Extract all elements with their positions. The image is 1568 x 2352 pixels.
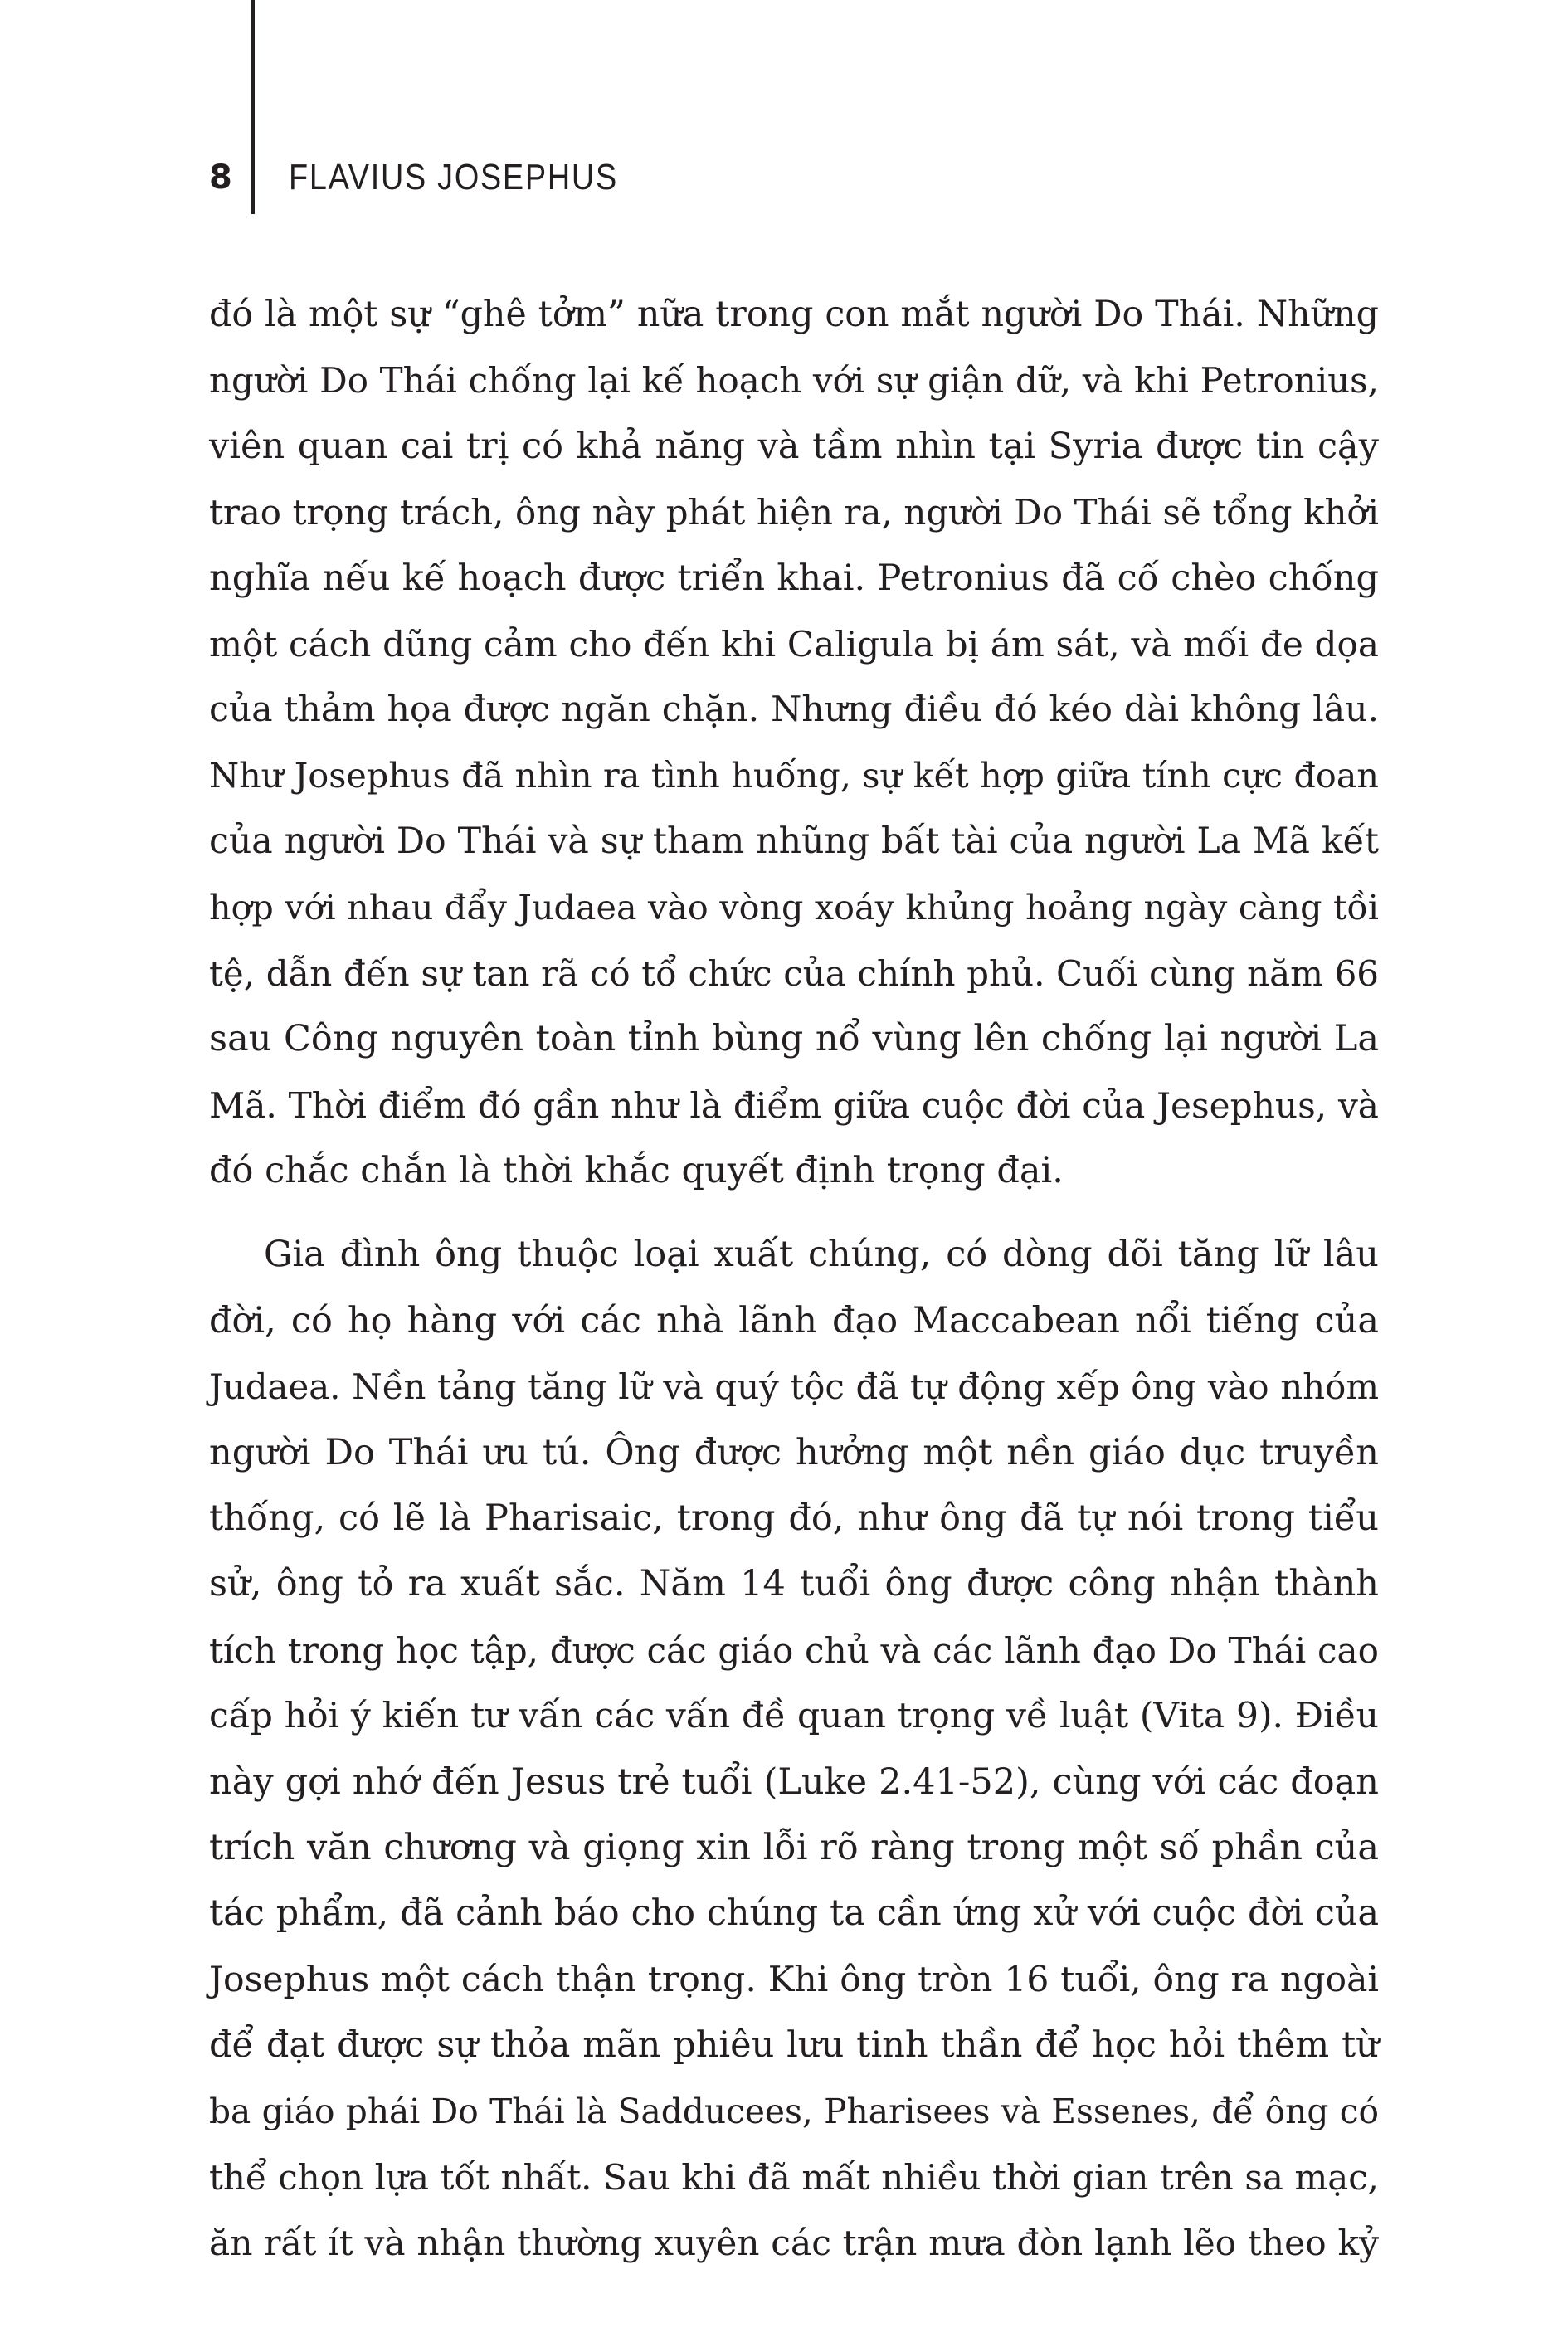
text-line: Josephus một cách thận trọng. Khi ông tròn 16 tuổi, ông ra ngoài — [209, 1959, 1379, 2000]
text-line: người Do Thái ưu tú. Ông được hưởng một nền giáo dục truyền — [209, 1431, 1379, 1473]
text-line: hợp với nhau đẩy Judaea vào vòng xoáy khủng hoảng ngày càng tồi — [209, 887, 1379, 928]
text-line: tác phẩm, đã cảnh báo cho chúng ta cần ứng xử với cuộc đời của — [209, 1892, 1379, 1935]
paragraph-1 — [209, 282, 1379, 1204]
text-line: trích văn chương và giọng xin lỗi rõ ràng trong một số phần của — [209, 1826, 1379, 1868]
text-line: cấp hỏi ý kiến tư vấn các vấn đề quan trọng về luật (Vita 9). Điều — [209, 1696, 1379, 1737]
text-line: sau Công nguyên toàn tỉnh bùng nổ vùng lên chống lại người La — [209, 1018, 1379, 1060]
text-line: đó là một sự “ghê tởm” nữa trong con mắt người Do Thái. Những — [209, 294, 1379, 335]
text-line: thống, có lẽ là Pharisaic, trong đó, như ông đã tự nói trong tiểu — [209, 1497, 1379, 1540]
text-line: tích trong học tập, được các giáo chủ và các lãnh đạo Do Thái cao — [209, 1629, 1379, 1671]
paragraph-spacer — [209, 1204, 1379, 1222]
text-line: người Do Thái chống lại kế hoạch với sự giận dữ, và khi Petronius, — [209, 360, 1379, 402]
text-line: thể chọn lựa tốt nhất. Sau khi đã mất nhiều thời gian trên sa mạc, — [209, 2156, 1379, 2198]
text-line: này gợi nhớ đến Jesus trẻ tuổi (Luke 2.41-52), cùng với các đoạn — [209, 1760, 1379, 1803]
paragraph-2 — [209, 1222, 1379, 2276]
text-line: của thảm họa được ngăn chặn. Nhưng điều đó kéo dài không lâu. — [209, 689, 1379, 731]
book-title: FLAVIUS JOSEPHUS — [289, 157, 618, 197]
text-line: trao trọng trách, ông này phát hiện ra, người Do Thái sẽ tổng khởi — [209, 492, 1379, 533]
text-line: đó chắc chắn là thời khắc quyết định trọng đại. — [209, 1150, 1064, 1192]
page-number: 8 — [209, 158, 233, 197]
text-line: để đạt được sự thỏa mãn phiêu lưu tinh thần để học hỏi thêm từ — [209, 2024, 1379, 2067]
text-line: của người Do Thái và sự tham nhũng bất tài của người La Mã kết — [209, 821, 1379, 863]
text-line: ba giáo phái Do Thái là Sadducees, Pharisees và Essenes, để ông có — [209, 2091, 1379, 2131]
text-line: Như Josephus đã nhìn ra tình huống, sự kết hợp giữa tính cực đoan — [209, 755, 1379, 796]
text-line: sử, ông tỏ ra xuất sắc. Năm 14 tuổi ông được công nhận thành — [209, 1563, 1379, 1605]
text-line: một cách dũng cảm cho đến khi Caligula bị ám sát, và mối đe dọa — [209, 623, 1379, 665]
text-line: đời, có họ hàng với các nhà lãnh đạo Maccabean nổi tiếng của — [209, 1299, 1379, 1342]
running-head — [209, 153, 672, 202]
text-line: ăn rất ít và nhận thường xuyên các trận mưa đòn lạnh lẽo theo kỷ — [209, 2223, 1379, 2264]
text-line: tệ, dẫn đến sự tan rã có tổ chức của chính phủ. Cuối cùng năm 66 — [209, 952, 1379, 994]
text-line: Mã. Thời điểm đó gần như là điểm giữa cuộc đời của Jesephus, và — [209, 1084, 1379, 1126]
text-line: nghĩa nếu kế hoạch được triển khai. Petronius đã cố chèo chống — [209, 557, 1379, 599]
text-line: Gia đình ông thuộc loại xuất chúng, có dòng dõi tăng lữ lâu — [264, 1234, 1379, 1276]
body-text — [209, 282, 1379, 2277]
text-line: viên quan cai trị có khả năng và tầm nhìn tại Syria được tin cậy — [209, 425, 1379, 467]
text-line: Judaea. Nền tảng tăng lữ và quý tộc đã tự động xếp ông vào nhóm — [209, 1366, 1379, 1408]
